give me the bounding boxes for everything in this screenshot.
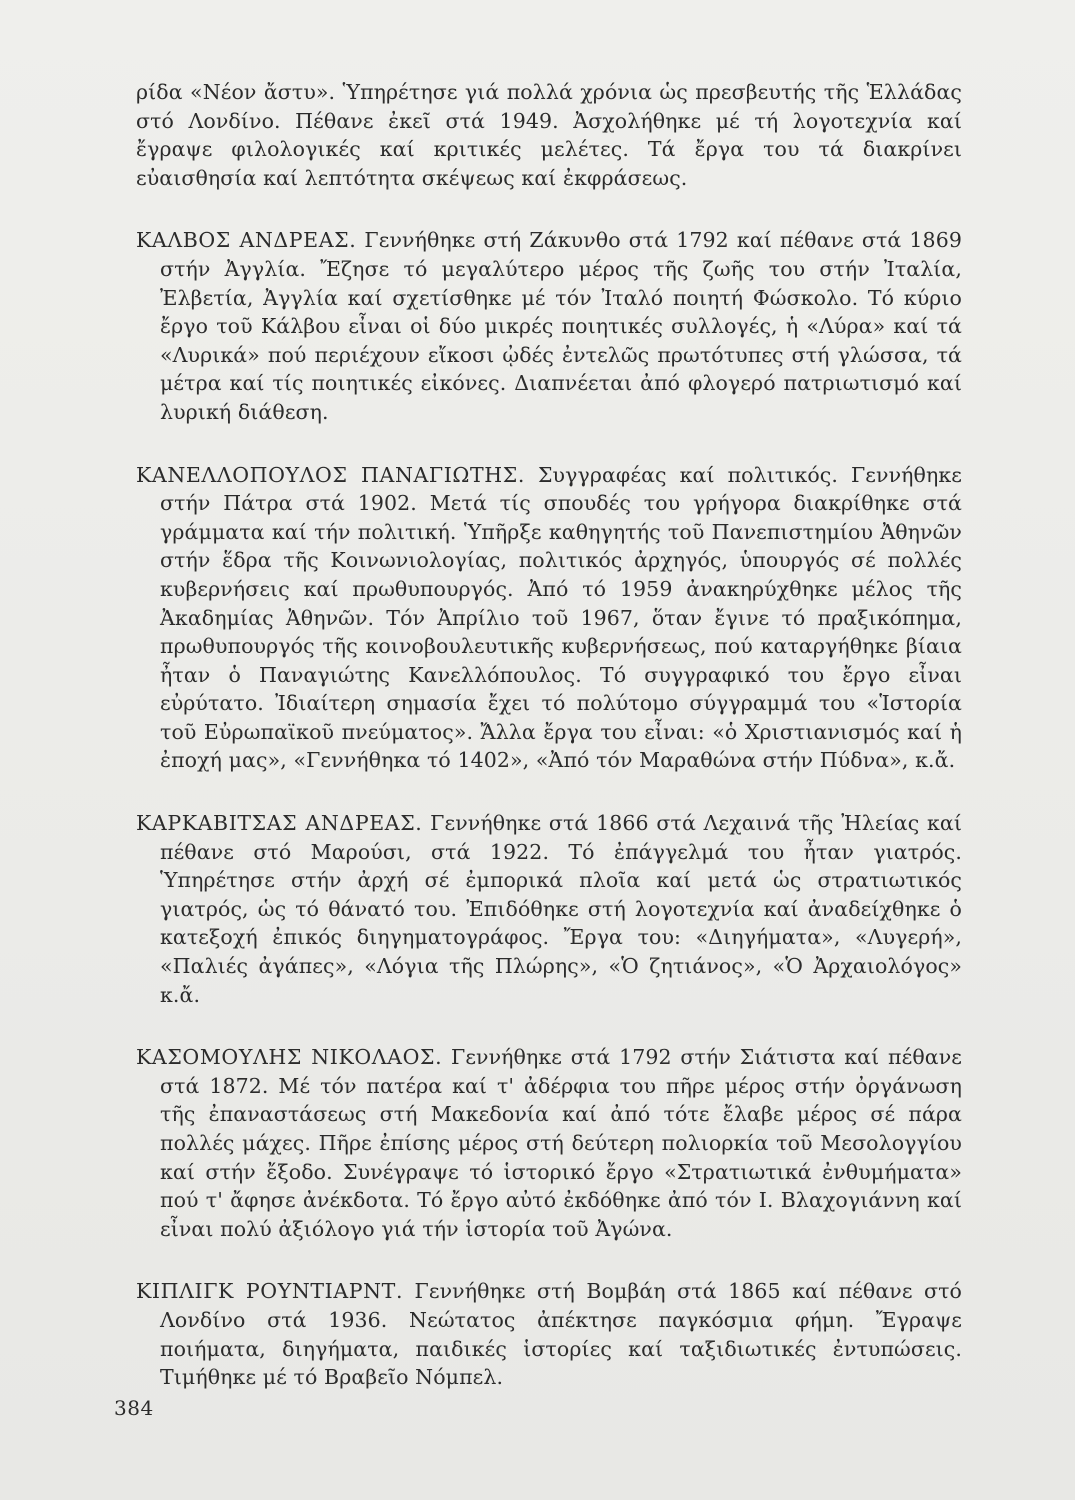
continued-paragraph: ρίδα «Νέον ἄστυ». Ὑπηρέτησε γιά πολλά χρόνια ὡς πρεσβευτής τῆς Ἑλλάδας στό Λονδίνο. Πέθανε ἐκεῖ στά 1949. Ἀσχολήθηκε μέ τή λογοτεχνία καί ἔγραψε φιλολογικές καί κριτικές μελέτες. Τά ἔργα του τά διακρίνει εὐαισθησία καί λεπτότητα σκέψεως καί ἐκφράσεως.	[136, 80, 962, 190]
entry-name: ΚΑΝΕΛΛΟΠΟΥΛΟΣ ΠΑΝΑΓΙΩΤΗΣ.	[136, 462, 525, 487]
entry-text: Συγγραφέας καί πολιτικός. Γεννήθηκε στήν Πάτρα στά 1902. Μετά τίς σπουδές του γρήγορα διακρίθηκε στά γράμματα καί τήν πολιτική. Ὑπῆρξε καθηγητής τοῦ Πανεπιστημίου Ἀθηνῶν στήν ἕδρα τῆς Κοινωνιολογίας, πολιτικός ἀρχηγός, ὑπουργός σέ πολλές κυβερνήσεις καί πρωθυπουργός. Ἀπό τό 1959 ἀνακηρύχθηκε μέλος τῆς Ἀκαδημίας Ἀθηνῶν. Τόν Ἀπρίλιο τοῦ 1967, ὅταν ἔγινε τό πραξικόπημα, πρωθυπουργός τῆς κοινοβουλευτικῆς κυβερνήσεως, πού καταργήθηκε βίαια ἦταν ὁ Παναγιώτης Κανελλόπουλος. Τό συγγραφικό του ἔργο εἶναι εὐρύτατο. Ἰδιαίτερη σημασία ἔχει τό πολύτομο σύγγραμμά του «Ἱστορία τοῦ Εὐρωπαϊκοῦ πνεύματος». Ἄλλα ἔργα του εἶναι: «ὁ Χριστιανισμός καί ἡ ἐποχή μας», «Γεννήθηκα τό 1402», «Ἀπό τόν Μαραθώνα στήν Πύδνα», κ.ἄ.	[160, 462, 962, 773]
entry-name: ΚΑΛΒΟΣ ΑΝΔΡΕΑΣ.	[136, 228, 357, 253]
entry-name: ΚΑΣΟΜΟΥΛΗΣ ΝΙΚΟΛΑΟΣ.	[136, 1045, 443, 1070]
entry-text: Γεννήθηκε στά 1792 στήν Σιάτιστα καί πέθανε στά 1872. Μέ τόν πατέρα καί τ' ἀδέρφια του πῆρε μέρος στήν ὀργάνωση τῆς ἐπαναστάσεως στή Μακεδονία καί ἀπό τότε ἔλαβε μέρος σέ πάρα πολλές μάχες. Πῆρε ἐπίσης μέρος στή δεύτερη πολιορκία τοῦ Μεσολογγίου καί στήν ἔξοδο. Συνέγραψε τό ἱστορικό ἔργο «Στρατιωτικά ἐνθυμήματα» πού τ' ἄφησε ἀνέκδοτα. Τό ἔργο αὐτό ἐκδόθηκε ἀπό τόν Ι. Βλαχογιάννη καί εἶναι πολύ ἀξιόλογο γιά τήν ἱστορία τοῦ Ἀγώνα.	[160, 1045, 962, 1241]
entry-name: ΚΙΠΛΙΓΚ ΡΟΥΝΤΙΑΡΝΤ.	[136, 1279, 404, 1304]
entry-text: Γεννήθηκε στή Βομβάη στά 1865 καί πέθανε στό Λονδίνο στά 1936. Νεώτατος ἀπέκτησε παγκόσμια φήμη. Ἔγραψε ποιήματα, διηγήματα, παιδικές ἱστορίες καί ταξιδιωτικές ἐντυπώσεις. Τιμήθηκε μέ τό Βραβεῖο Νόμπελ.	[160, 1279, 962, 1390]
page-body	[136, 78, 962, 1426]
entry-name: ΚΑΡΚΑΒΙΤΣΑΣ ΑΝΔΡΕΑΣ.	[136, 811, 423, 836]
entry-text: Γεννήθηκε στή Ζάκυνθο στά 1792 καί πέθανε στά 1869 στήν Ἀγγλία. Ἔζησε τό μεγαλύτερο μέρος τῆς ζωῆς του στήν Ἰταλία, Ἐλβετία, Ἀγγλία καί σχετίσθηκε μέ τόν Ἰταλό ποιητή Φώσκολο. Τό κύριο ἔργο τοῦ Κάλβου εἶναι οἱ δύο μικρές ποιητικές συλλογές, ἡ «Λύρα» καί τά «Λυρικά» πού περιέχουν εἴκοσι ᾠδές ἐντελῶς πρωτότυπες στή γλώσσα, τά μέτρα καί τίς ποιητικές εἰκόνες. Διαπνέεται ἀπό φλογερό πατριωτισμό καί λυρική διάθεση.	[160, 228, 962, 424]
entry-kipling	[136, 1277, 962, 1391]
entry-karkavitsas	[136, 809, 962, 1009]
entry-kasomoulis	[136, 1043, 962, 1243]
entry-kalvos	[136, 226, 962, 426]
page-number: 384	[114, 1396, 154, 1420]
entry-kanellopoulos	[136, 461, 962, 776]
entry-text: Γεννήθηκε στά 1866 στά Λεχαινά τῆς Ἠλείας καί πέθανε στό Μαρούσι, στά 1922. Τό ἐπάγγελμά του ἦταν γιατρός. Ὑπηρέτησε στήν ἀρχή σέ ἐμπορικά πλοῖα καί μετά ὡς στρατιωτικός γιατρός, ὡς τό θάνατό του. Ἐπιδόθηκε στή λογοτεχνία καί ἀναδείχθηκε ὁ κατεξοχή ἐπικός διηγηματογράφος. Ἔργα του: «Διηγήματα», «Λυγερή», «Παλιές ἀγάπες», «Λόγια τῆς Πλώρης», «Ὁ ζητιάνος», «Ὁ Ἀρχαιολόγος» κ.ἄ.	[160, 811, 962, 1007]
